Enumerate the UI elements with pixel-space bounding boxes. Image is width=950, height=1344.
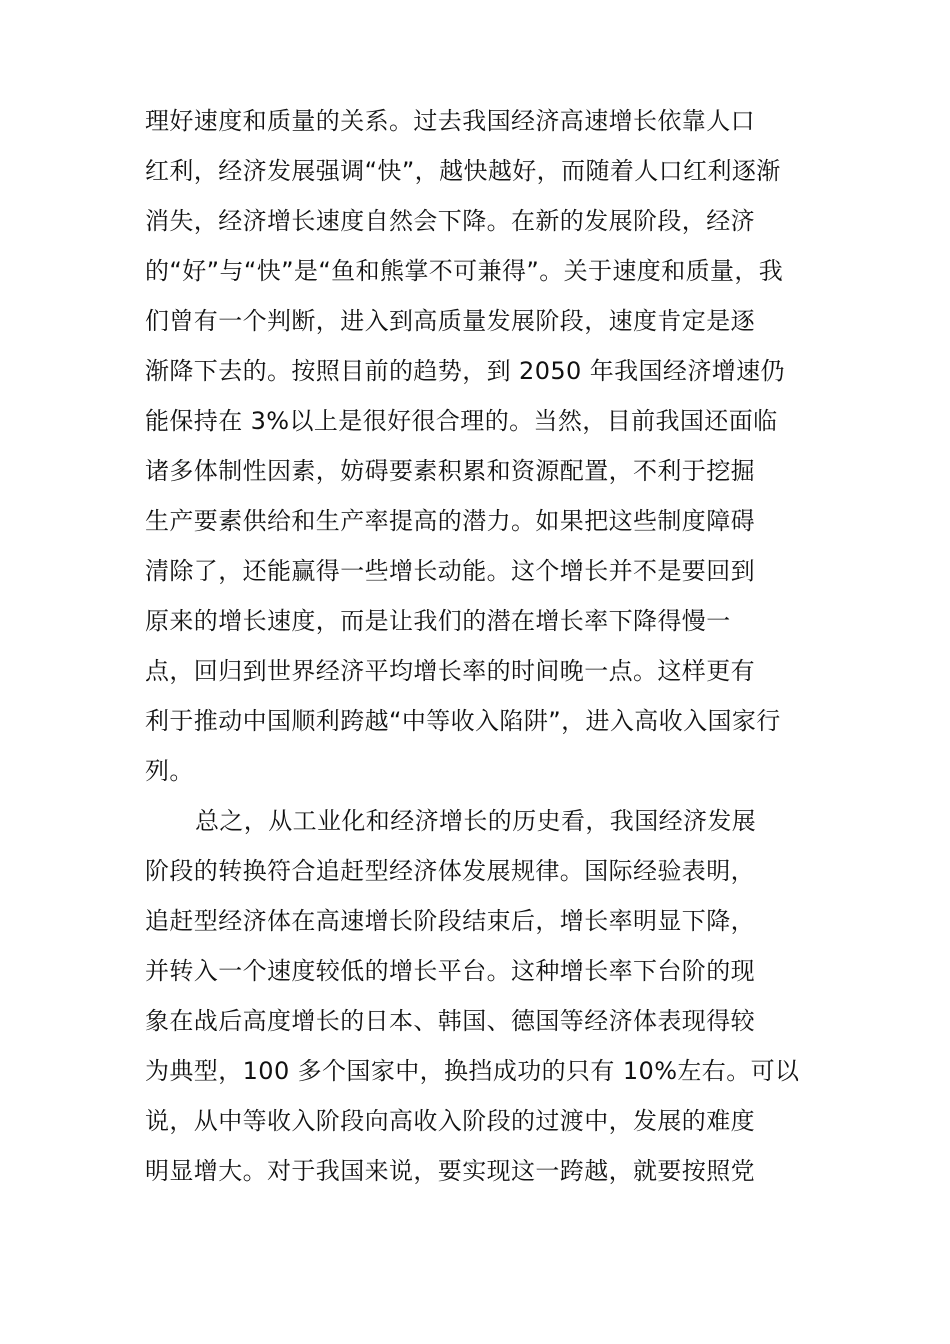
text-line-indented: 总之，从工业化和经济增长的历史看，我国经济发展 [195, 807, 757, 835]
text-line: 为典型，100 多个国家中，换挡成功的只有 10%左右。可以 [145, 1057, 800, 1085]
text-line: 明显增大。对于我国来说，要实现这一跨越，就要按照党 [145, 1157, 755, 1185]
text-line: 原来的增长速度，而是让我们的潜在增长率下降得慢一 [145, 607, 731, 635]
text-line: 理好速度和质量的关系。过去我国经济高速增长依靠人口 [145, 107, 755, 135]
text-line: 消失，经济增长速度自然会下降。在新的发展阶段，经济 [145, 207, 755, 235]
text-line: 的“好”与“快”是“鱼和熊掌不可兼得”。关于速度和质量，我 [145, 257, 784, 285]
text-line: 们曾有一个判断，进入到高质量发展阶段，速度肯定是逐 [145, 307, 755, 335]
text-line: 象在战后高度增长的日本、韩国、德国等经济体表现得较 [145, 1007, 755, 1035]
text-line: 清除了，还能赢得一些增长动能。这个增长并不是要回到 [145, 557, 755, 585]
text-line: 生产要素供给和生产率提高的潜力。如果把这些制度障碍 [145, 507, 755, 535]
text-line: 并转入一个速度较低的增长平台。这种增长率下台阶的现 [145, 957, 755, 985]
text-line: 能保持在 3%以上是很好很合理的。当然，目前我国还面临 [145, 407, 778, 435]
text-line: 追赶型经济体在高速增长阶段结束后，增长率明显下降， [145, 907, 755, 935]
text-line: 红利，经济发展强调“快”，越快越好，而随着人口红利逐渐 [145, 157, 781, 185]
text-line: 渐降下去的。按照目前的趋势，到 2050 年我国经济增速仍 [145, 357, 785, 385]
document-body [145, 96, 815, 1196]
text-line: 说，从中等收入阶段向高收入阶段的过渡中，发展的难度 [145, 1107, 755, 1135]
text-line: 利于推动中国顺利跨越“中等收入陷阱”，进入高收入国家行 [145, 707, 781, 735]
text-line: 诸多体制性因素，妨碍要素积累和资源配置，不利于挖掘 [145, 457, 755, 485]
paragraph-1 [145, 96, 815, 796]
text-line: 列。 [145, 757, 194, 785]
text-line: 点，回归到世界经济平均增长率的时间晚一点。这样更有 [145, 657, 755, 685]
paragraph-2 [145, 796, 815, 1196]
text-line: 阶段的转换符合追赶型经济体发展规律。国际经验表明， [145, 857, 755, 885]
